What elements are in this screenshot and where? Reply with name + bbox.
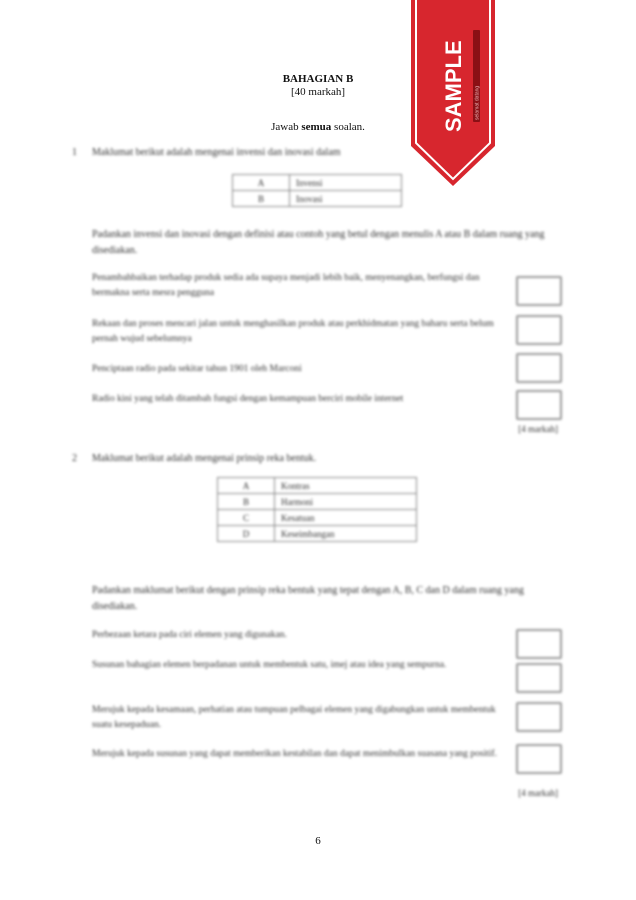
answer-box[interactable] [516,315,562,345]
answer-box[interactable] [516,353,562,383]
question-number: 2 [72,453,77,464]
option-value: Kontras [275,478,417,494]
option-value: Keseimbangan [275,526,417,542]
statement: Merujuk kepada susunan yang dapat memberikan kestabilan dan dapat menimbulkan suasana yang positif. [92,749,497,759]
question-marks: [4 markah] [518,788,558,798]
answer-box[interactable] [516,702,562,732]
question-prompt: Maklumat berikut adalah mengenai invensi dan inovasi dalam [92,147,341,158]
match-instruction: Padankan maklumat berikut dengan prinsip reka bentuk yang tepat dengan A, B, C dan D dalam ruang yang disediakan. [92,585,524,612]
option-key: B [233,191,290,207]
statement: Susunan bahagian elemen berpadanan untuk membentuk satu, imej atau idea yang sempurna. [92,660,447,670]
table-row [233,191,402,207]
table-row [218,494,417,510]
option-key: D [218,526,275,542]
option-key: A [233,175,290,191]
option-value: Inovasi [290,191,402,207]
answer-instruction [0,121,636,133]
statement: Merujuk kepada kesamaan, perhatian atau tumpuan pelbagai elemen yang digabungkan untuk membentuk suatu kesepaduan. [92,705,496,730]
answer-box[interactable] [516,276,562,306]
section-heading [0,73,636,99]
question-marks: [4 markah] [518,424,558,434]
section-marks: [40 markah] [290,86,346,98]
statement: Penambahbaikan terhadap produk sedia ada supaya menjadi lebih baik, menyenangkan, berfungsi dan bermakna serta mesra pengguna [92,273,480,298]
answer-box[interactable] [516,629,562,659]
table-row [233,175,402,191]
option-value: Kesatuan [275,510,417,526]
options-table [232,174,402,207]
option-key: A [218,478,275,494]
table-row [218,510,417,526]
option-value: Invensi [290,175,402,191]
statement: Perbezaan ketara pada ciri elemen yang digunakan. [92,630,287,640]
options-table [217,477,417,542]
instruction-suffix: soalan. [331,121,365,133]
table-row [218,478,417,494]
question-prompt: Maklumat berikut adalah mengenai prinsip reka bentuk. [92,453,317,464]
table-row [218,526,417,542]
statement: Rekaan dan proses mencari jalan untuk menghasilkan produk atau perkhidmatan yang baharu serta belum pernah wujud sebelumnya [92,319,494,344]
instruction-prefix: Jawab [271,121,302,133]
option-key: B [218,494,275,510]
statement: Penciptaan radio pada sekitar tahun 1901 oleh Marconi [92,364,302,374]
option-value: Harmoni [275,494,417,510]
sample-watermark [411,0,495,186]
match-instruction: Padankan invensi dan inovasi dengan definisi atau contoh yang betul dengan menulis A atau B dalam ruang yang disediakan. [92,229,545,256]
watermark-text: SAMPLE [441,40,466,132]
watermark-subtext: selamat datang [474,85,481,120]
option-key: C [218,510,275,526]
statement: Radio kini yang telah ditambah fungsi dengan kemampuan berciri mobile internet [92,394,404,404]
answer-box[interactable] [516,663,562,693]
instruction-bold: semua [301,121,332,133]
section-title: BAHAGIAN B [282,73,354,85]
answer-box[interactable] [516,744,562,774]
answer-box[interactable] [516,390,562,420]
page-number: 6 [315,835,321,847]
question-number: 1 [72,147,77,158]
